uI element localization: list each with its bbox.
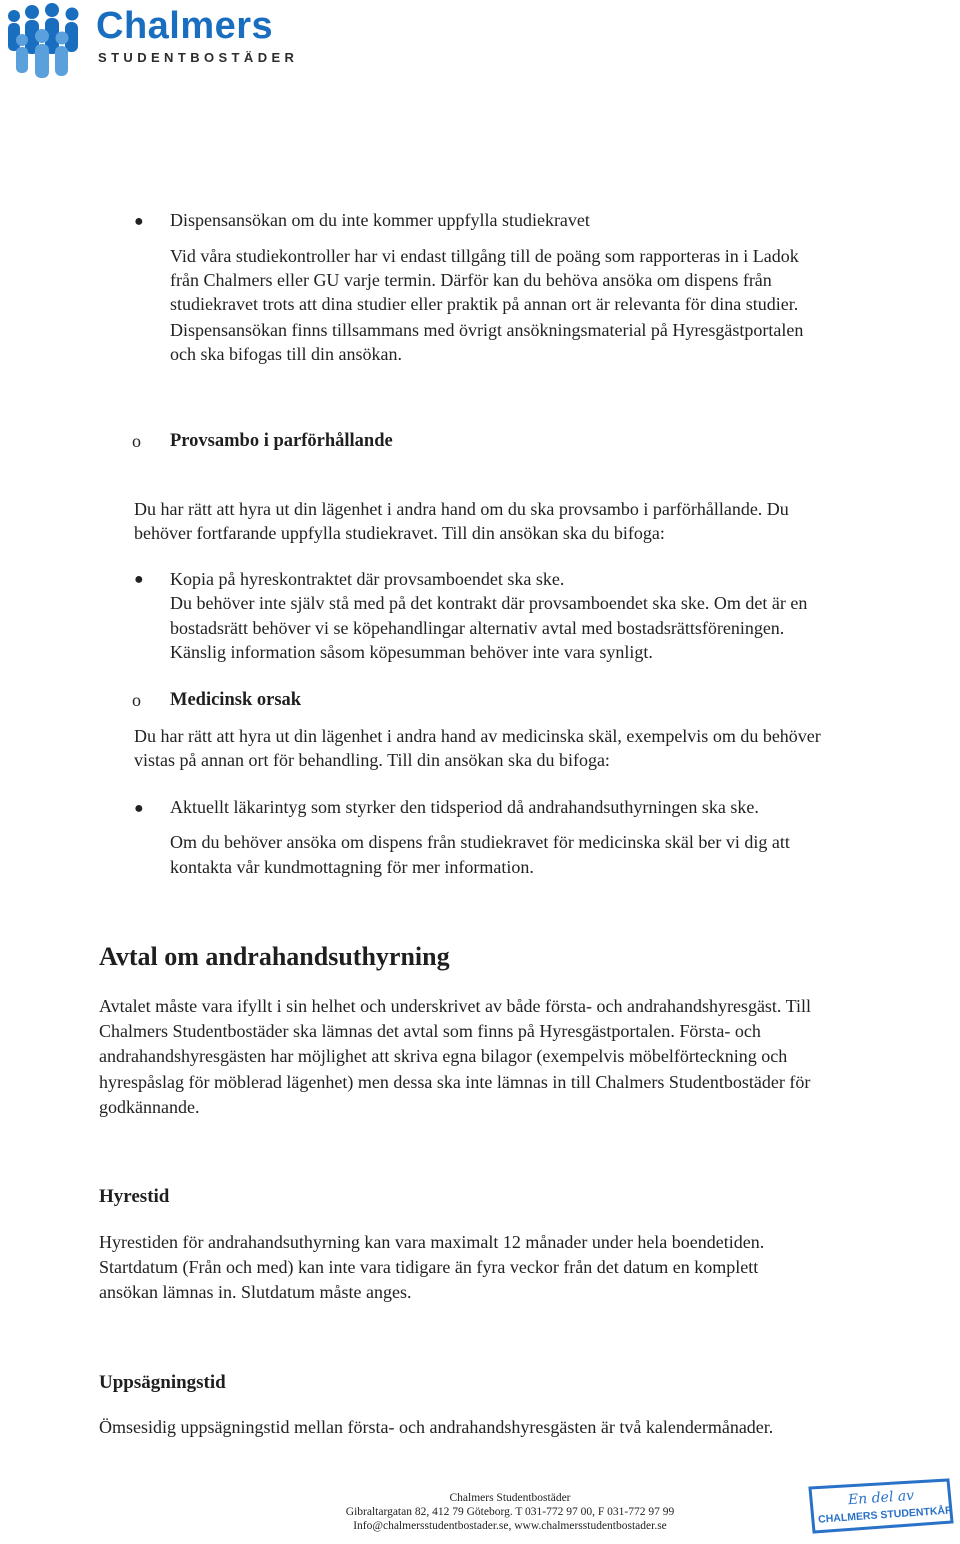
footer-contact [330,1491,690,1533]
agreement-heading: Avtal om andrahandsuthyrning [99,942,450,971]
provsambo-bullet-line-1: Du behöver inte själv stå med på det kontrakt där provsamboendet ska ske. Om det är en [170,593,808,613]
chalmers-logo [2,2,312,82]
footer-line-3: Info@chalmersstudentbostader.se, www.chalmersstudentbostader.se [353,1520,667,1532]
provsambo-bullet: Kopia på hyreskontraktet där provsamboendet ska ske. [170,569,565,589]
agreement-line-1: Avtalet måste vara ifyllt i sin helhet och underskrivet av både första- och andrahandshyresgäst. Till [99,996,811,1016]
student-union-stamp [806,1478,954,1534]
dispensation-line-1: Vid våra studiekontroller har vi endast tillgång till de poäng som rapporteras in i Ladok [170,246,799,266]
stamp-line-2: CHALMERS STUDENTKÅR [817,1504,954,1526]
rent-period-line-3: ansökan lämnas in. Slutdatum måste anges. [99,1282,412,1302]
bullet-dot: ● [134,571,144,588]
footer-line-1: Chalmers Studentbostäder [449,1492,571,1504]
rent-period-heading: Hyrestid [99,1186,170,1207]
medical-line-2: vistas på annan ort för behandling. Till din ansökan ska du bifoga: [134,750,610,770]
provsambo-bullet-line-2: bostadsrätt behöver vi se köpehandlingar alternativ avtal med bostadsrättsföreningen. [170,618,785,638]
agreement-line-2: Chalmers Studentbostäder ska lämnas det avtal som finns på Hyresgästportalen. Första- och [99,1021,761,1041]
medical-line-1: Du har rätt att hyra ut din lägenhet i andra hand av medicinska skäl, exempelvis om du behöver [134,726,821,746]
provsambo-bullet-line-3: Känslig information såsom köpesumman behöver inte vara synligt. [170,642,653,662]
rent-period-line-1: Hyrestiden för andrahandsuthyrning kan vara maximalt 12 månader under hela boendetiden. [99,1232,765,1252]
provsambo-heading: Provsambo i parförhållande [170,431,393,451]
medical-note-line-2: kontakta vår kundmottagning för mer information. [170,857,534,877]
agreement-line-5: godkännande. [99,1097,200,1117]
bullet-dot: ● [134,800,144,817]
people-icon [2,2,94,84]
provsambo-line-2: behöver fortfarande uppfylla studiekravet. Till din ansökan ska du bifoga: [134,523,665,543]
logo-subtitle: STUDENTBOSTÄDER [98,50,299,65]
rent-period-line-2: Startdatum (Från och med) kan inte vara tidigare än fyra veckor från det datum en komplett [99,1257,759,1277]
notice-line-1: Ömsesidig uppsägningstid mellan första- och andrahandshyresgästen är två kalendermånader. [99,1417,774,1437]
stamp-line-1: En del av [847,1487,915,1509]
circle-bullet: o [132,431,141,451]
bullet-dot: ● [134,213,144,230]
medical-heading: Medicinsk orsak [170,690,302,710]
medical-bullet: Aktuellt läkarintyg som styrker den tidsperiod då andrahandsuthyrningen ska ske. [170,797,759,817]
circle-bullet: o [132,690,141,710]
dispensation-line-3: studiekravet trots att dina studier eller praktik på annan ort är relevanta för dina studier. [170,294,799,314]
dispensation-line-2: från Chalmers eller GU varje termin. Därför kan du behöva ansöka om dispens från [170,270,772,290]
footer-line-2: Gibraltargatan 82, 412 79 Göteborg. T 031-772 97 00, F 031-772 97 99 [345,1506,675,1518]
medical-note-line-1: Om du behöver ansöka om dispens från studiekravet för medicinska skäl ber vi dig att [170,832,790,852]
dispensation-line-5: och ska bifogas till din ansökan. [170,344,402,364]
dispensation-line-4: Dispensansökan finns tillsammans med övrigt ansökningsmaterial på Hyresgästportalen [170,320,804,340]
notice-heading: Uppsägningstid [99,1372,226,1393]
agreement-line-4: hyrespåslag för möblerad lägenhet) men dessa ska inte lämnas in till Chalmers Studentbostäder för [99,1072,811,1092]
provsambo-line-1: Du har rätt att hyra ut din lägenhet i andra hand om du ska provsambo i parförhållande. Du [134,499,789,519]
logo-title: Chalmers [96,5,274,47]
dispensation-bullet: Dispensansökan om du inte kommer uppfylla studiekravet [170,210,590,230]
agreement-line-3: andrahandshyresgästen har möjlighet att skriva egna bilagor (exempelvis möbelförteckning och [99,1046,788,1066]
